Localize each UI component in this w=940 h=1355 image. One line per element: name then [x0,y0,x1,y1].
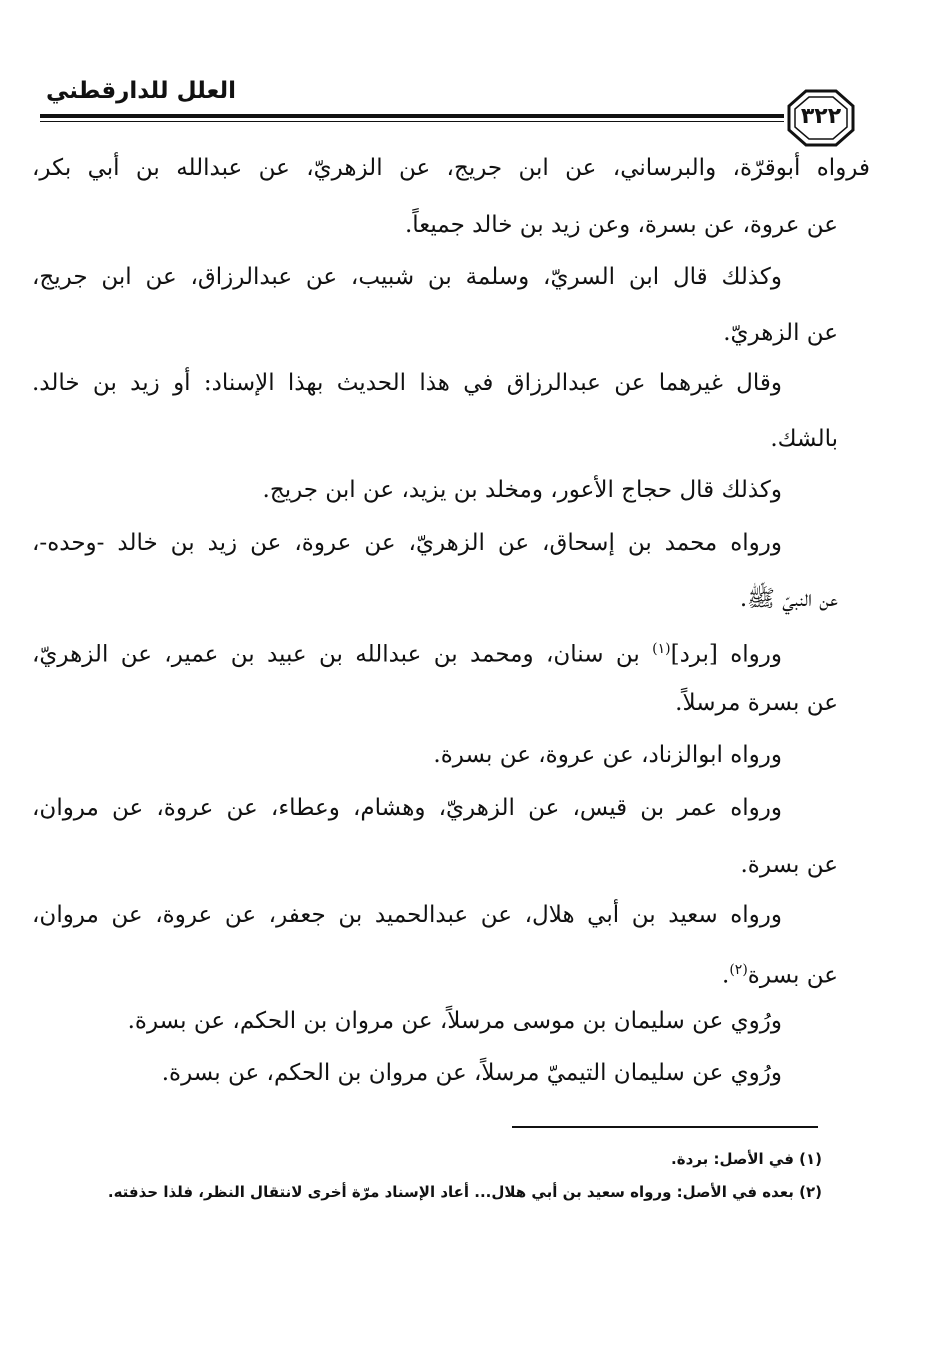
text-line: عن الزهريّ. [723,320,838,346]
footnote: (٢) بعده في الأصل: ورواه سعيد بن أبي هلال... أعاد الإسناد مرّة أخرى لانتقال النظر، فلذا حذفته. [107,1183,822,1201]
text-line: ورُوي عن سليمان التيميّ مرسلاً، عن مروان بن الحكم، عن بسرة. [161,1060,782,1086]
header-rule-thin [40,121,784,122]
text-line: عن بسرة مرسلاً. [675,690,838,716]
text-span: عن بسرة [747,962,838,989]
text-line [32,634,782,670]
text-line: ورواه سعيد بن أبي هلال، عن عبدالحميد بن جعفر، عن عروة، عن مروان، [32,902,782,928]
text-line: وكذلك قال ابن السريّ، وسلمة بن شبيب، عن عبدالرزاق، عن ابن جريج، [32,264,782,290]
footnote-marker: (١) [652,641,671,657]
text-line: عن بسرة. [740,852,838,878]
text-span: . [722,962,730,989]
footnote-separator [512,1126,818,1128]
text-span: بن سنان، ومحمد بن عبدالله بن عبيد بن عمير، عن الزهريّ، [32,641,653,668]
footnote: (١) في الأصل: بردة. [671,1150,822,1168]
running-title: العلل للدارقطني [46,78,236,104]
text-line: ورواه محمد بن إسحاق، عن الزهريّ، عن عروة، عن زيد بن خالد -وحده-، [32,530,782,556]
text-line: ورواه ابوالزناد، عن عروة، عن بسرة. [433,742,782,768]
text-line: فرواه أبوقرّة، والبرساني، عن ابن جريج، عن الزهريّ، عن عبدالله بن أبي بكر، [32,155,870,181]
text-line: عن عروة، عن بسرة، وعن زيد بن خالد جميعاً. [404,212,838,238]
text-line: ورواه عمر بن قيس، عن الزهريّ، وهشام، وعطاء، عن عروة، عن مروان، [32,795,782,821]
text-line: وقال غيرهما عن عبدالرزاق في هذا الحديث بهذا الإسناد: أو زيد بن خالد. [32,370,782,396]
page-number: ٣٢٢ [800,104,842,129]
text-span: ورواه [برد] [670,641,782,668]
footnote-marker: (٢) [729,962,748,978]
header-rule-thick [40,114,784,118]
text-line: ورُوي عن سليمان بن موسى مرسلاً، عن مروان بن الحكم، عن بسرة. [127,1008,782,1034]
text-line: عن النبيّ ﷺ. [739,586,838,612]
page-number-badge [786,88,856,148]
text-line [722,955,838,991]
text-line: وكذلك قال حجاج الأعور، ومخلد بن يزيد، عن ابن جريج. [262,477,782,503]
text-line: بالشك. [770,426,838,452]
